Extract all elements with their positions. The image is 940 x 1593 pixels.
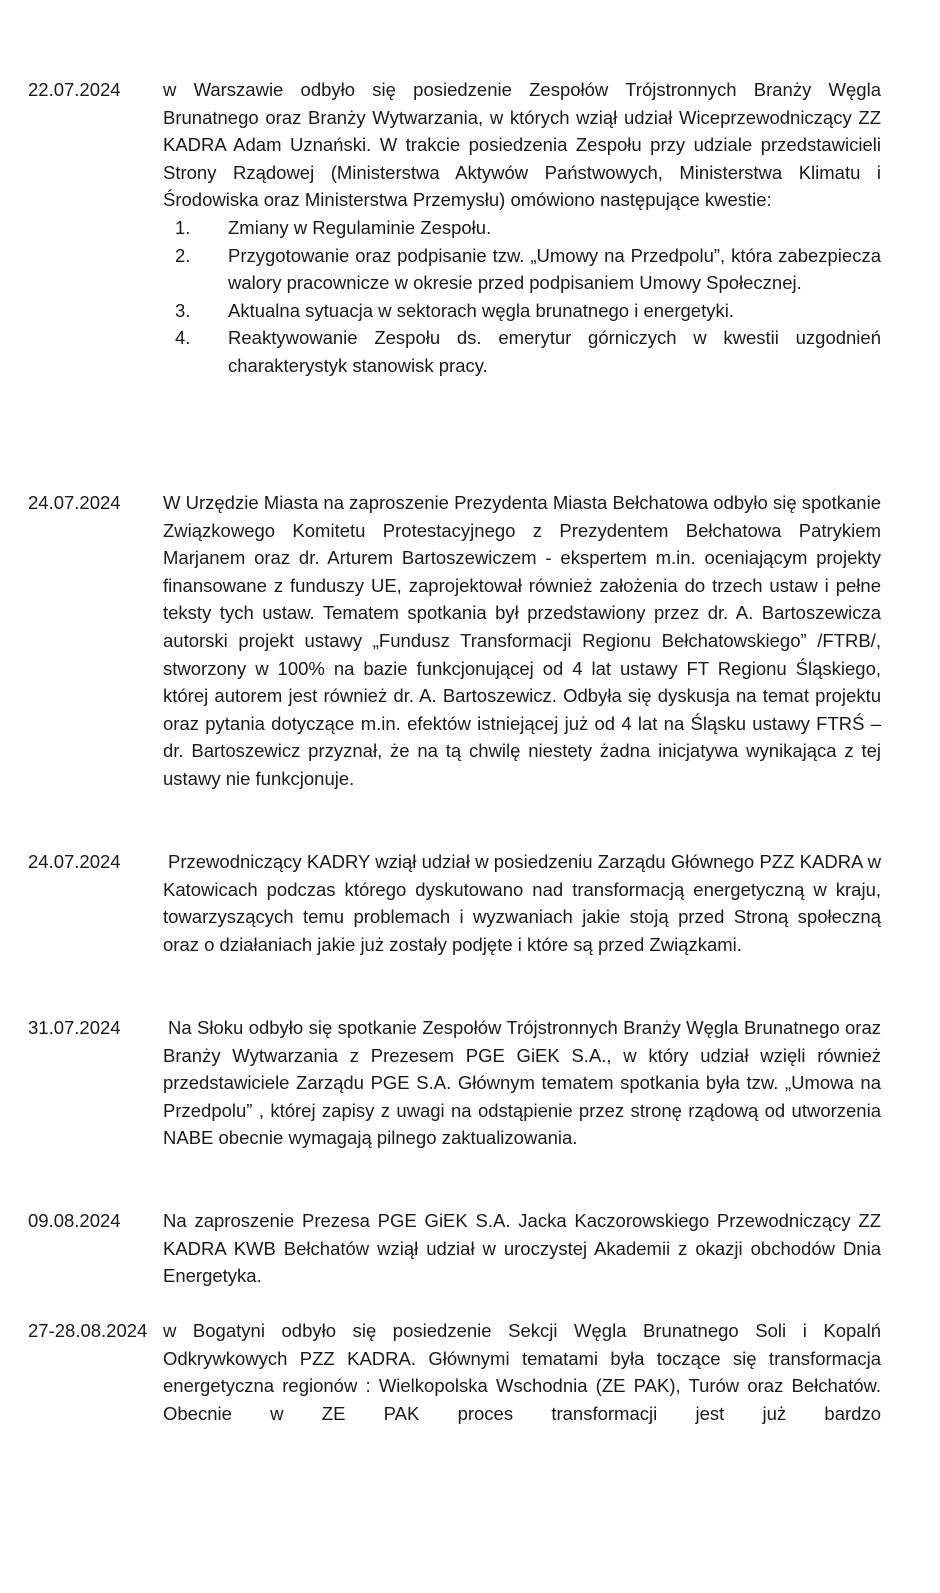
entry-date: 31.07.2024 (28, 1017, 121, 1038)
list-item (163, 324, 881, 379)
list-item (163, 242, 881, 297)
entry-date: 22.07.2024 (28, 79, 121, 100)
list-item-text: Aktualna sytuacja w sektorach węgla brunatnego i energetyki. (228, 299, 734, 321)
list-item-text: Przygotowanie oraz podpisanie tzw. „Umowy na Przedpolu”, która zabezpiecza walory pracownicze w okresie przed podpisaniem Umowy Społecznej. (228, 244, 881, 294)
entry-body: W Urzędzie Miasta na zaproszenie Prezydenta Miasta Bełchatowa odbyło się spotkanie Związkowego Komitetu Protestacyjnego z Prezydentem Bełchatowa Patrykiem Marjanem oraz dr. Arturem Bartoszewiczem - ekspertem m.in. oceniającym projekty finansowane z funduszy UE, zaprojektował również założenia do trzech ustaw i pełne teksty tych ustaw. Tematem spotkania był przedstawiony przez dr. A. Bartoszewicza autorski projekt ustawy „Fundusz Transformacji Regionu Bełchatowskiego” /FTRB/, stworzony w 100% na bazie funkcjonującej od 4 lat ustawy FT Regionu Śląskiego, której autorem jest również dr. A. Bartoszewicz. Odbyła się dyskusja na temat projektu oraz pytania dotyczące m.in. efektów istniejącej już od 4 lat na Śląsku ustawy FTRŚ – dr. Bartoszewicz przyznał, że na tą chwilę niestety żadna inicjatywa wynikająca z tej ustawy nie funkcjonuje. (163, 492, 881, 789)
list-item-number: 4. (175, 327, 191, 349)
list-item-number: 3. (175, 299, 191, 321)
entry-text: w Warszawie odbyło się posiedzenie Zespołów Trójstronnych Branży Węgla Brunatnego oraz Branży Wytwarzania, w których wziął udział Wiceprzewodniczący ZZ KADRA Adam Uznański. W trakcie posiedzenia Zespołu przy udziale przedstawicieli Strony Rządowej (Ministerstwa Aktywów Państwowych, Ministerstwa Klimatu i Środowiska oraz Ministerstwa Przemysłu) omówiono następujące kwestie: (163, 79, 881, 211)
entry-body: w Bogatyni odbyło się posiedzenie Sekcji Węgla Brunatnego Soli i Kopalń Odkrywkowych PZZ KADRA. Głównymi tematami była toczące się transformacja energetyczna regionów : Wielkopolska Wschodnia (ZE PAK), Turów oraz Bełchatów. Obecnie w ZE PAK proces transformacji jest już bardzo (163, 1320, 881, 1424)
list-item-text: Reaktywowanie Zespołu ds. emerytur górniczych w kwestii uzgodnień charakterystyk stanowisk pracy. (228, 327, 881, 376)
entry-date: 24.07.2024 (28, 492, 121, 513)
list-item (163, 214, 881, 242)
topics-list (163, 214, 881, 380)
list-item-text: Zmiany w Regulaminie Zespołu. (228, 216, 492, 238)
entry-body: Na Słoku odbyło się spotkanie Zespołów Trójstronnych Branży Węgla Brunatnego oraz Branży Wytwarzania z Prezesem PGE GiEK S.A., w który udział wzięli również przedstawiciele Zarządu PGE S.A. Głównym tematem spotkania była tzw. „Umowa na Przedpolu” , której zapisy z uwagi na odstąpienie przez stronę rządową od utworzenia NABE obecnie wymagają pilnego zaktualizowania. (163, 1017, 881, 1149)
entry-date: 27-28.08.2024 (28, 1320, 148, 1341)
list-item (163, 297, 881, 325)
entry-date: 24.07.2024 (28, 851, 121, 872)
list-item-number: 1. (175, 216, 191, 238)
entry-body: Przewodniczący KADRY wziął udział w posiedzeniu Zarządu Głównego PZZ KADRA w Katowicach podczas którego dyskutowano nad transformacją energetyczną w kraju, towarzyszących temu problemach i wyzwaniach jakie stoją przed Stroną społeczną oraz o działaniach jakie już zostały podjęte i które są przed Związkami. (163, 851, 881, 955)
list-item-number: 2. (175, 244, 191, 266)
entry-date: 09.08.2024 (28, 1210, 121, 1231)
entry-body (163, 76, 881, 380)
entry-body: Na zaproszenie Prezesa PGE GiEK S.A. Jacka Kaczorowskiego Przewodniczący ZZ KADRA KWB Bełchatów wziął udział w uroczystej Akademii z okazji obchodów Dnia Energetyka. (163, 1210, 881, 1287)
